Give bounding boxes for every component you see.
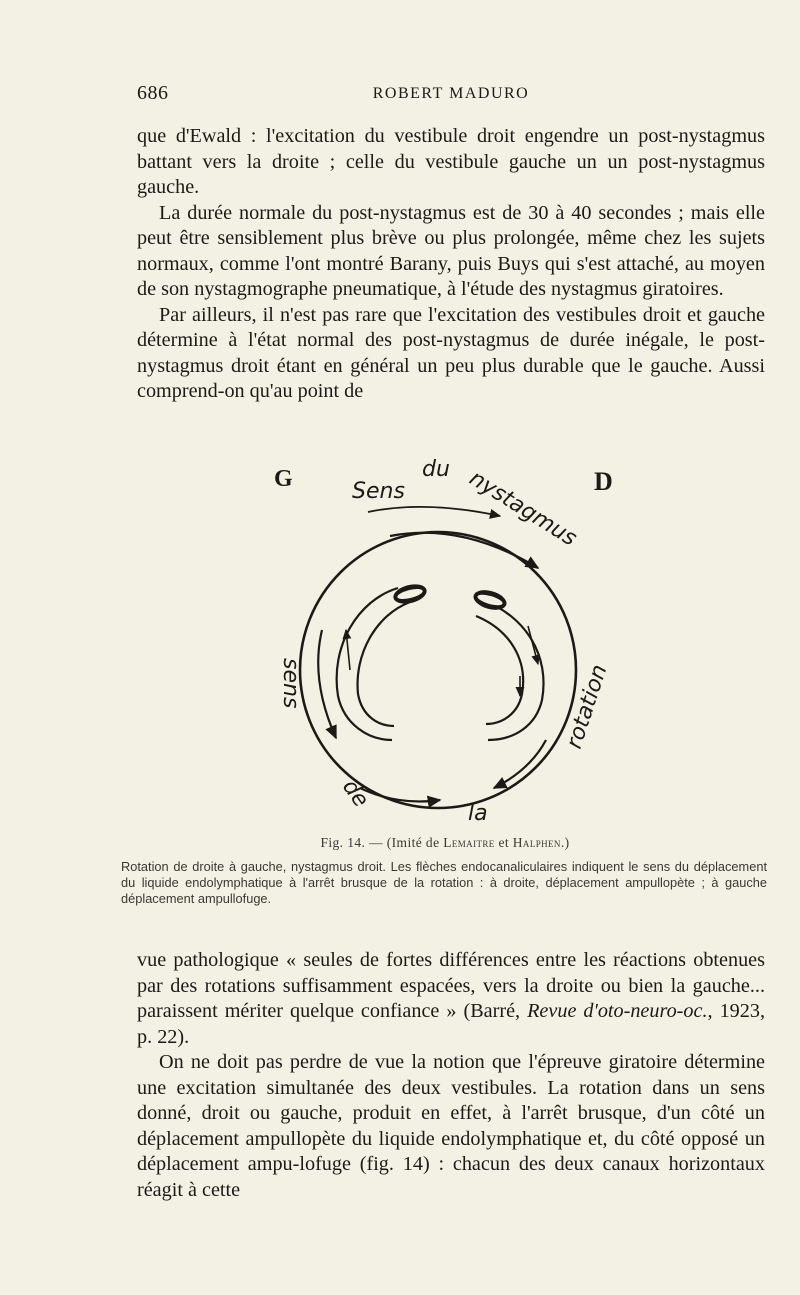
paragraph-4-part-a: vue pathologique « seules de fortes différences entre les réactions obtenues par des rotations suffisamment espacées, vers la droite ou bien la gauche... paraissent mériter quelque confiance » (Barré,	[137, 949, 765, 1022]
left-canal-arrow	[346, 630, 350, 670]
right-canal-arrow-1	[528, 626, 538, 664]
figure-caption-body: Rotation de droite à gauche, nystagmus droit. Les flèches endocanaliculaires indiquent le sens du déplacement du liquide endolymphatique à l'arrêt brusque de la rotation : à droite, déplacement ampullopète ; à gauche déplacement ampullofuge.	[121, 859, 767, 906]
running-head: ROBERT MADURO	[372, 85, 530, 102]
caption-author-1: Lemaitre	[443, 835, 495, 850]
label-sens-left: sens	[278, 658, 303, 709]
right-canal	[471, 587, 543, 740]
journal-title: Revue d'oto-neuro-oc.	[527, 1000, 708, 1022]
label-sens: Sens	[352, 479, 405, 504]
paragraph-4-part-b: , 1923, p. 22).	[137, 1000, 765, 1048]
bottom-text-block	[137, 948, 765, 1203]
label-g: G	[274, 466, 293, 492]
caption-connector: et	[494, 835, 513, 850]
outer-circle	[300, 532, 576, 808]
label-du: du	[422, 457, 450, 482]
left-canal	[337, 581, 429, 740]
top-text-block	[137, 124, 765, 405]
caption-suffix: .)	[560, 835, 570, 850]
paragraph-3: Par ailleurs, il n'est pas rare que l'excitation des vestibules droit et gauche détermine à l'état normal des post-nystagmus de durée inégale, le post-nystagmus droit étant en général un peu plus durable que le gauche. Aussi comprend-on qu'au point de	[137, 303, 765, 402]
label-nystagmus: nystagmus	[464, 465, 581, 552]
page-header	[137, 82, 765, 108]
figure-caption-title	[120, 835, 770, 851]
top-direction-arrow	[368, 507, 500, 516]
label-de: de	[337, 775, 374, 812]
paragraph-1: que d'Ewald : l'excitation du vestibule droit engendre un post-nystagmus battant vers la droite ; celle du vestibule gauche un un post-nystagmus gauche.	[137, 125, 765, 198]
rotation-arrow-left	[318, 630, 336, 738]
label-la: la	[468, 801, 488, 825]
label-rotation: rotation	[561, 661, 613, 752]
label-d: D	[594, 467, 613, 496]
caption-author-2: Halphen	[512, 835, 561, 850]
paragraph-5: On ne doit pas perdre de vue la notion que l'épreuve giratoire détermine une excitation simultanée des deux vestibules. La rotation dans un sens donné, droit ou gauche, produit en effet, à l'arrêt brusque, d'un côté un déplacement ampullopète du liquide endolymphatique et, du côté opposé un déplacement ampu-lofuge (fig. 14) : chacun des deux canaux horizontaux réagit à cette	[137, 1051, 765, 1201]
paragraph-4	[137, 948, 765, 1050]
caption-prefix: Fig. 14. — (Imité de	[320, 835, 444, 850]
rotation-arrow-top	[390, 533, 538, 568]
page-number: 686	[137, 82, 169, 104]
figure-diagram	[250, 450, 630, 825]
paragraph-2: La durée normale du post-nystagmus est de 30 à 40 secondes ; mais elle peut être sensiblement plus brève ou plus prolongée, même chez les sujets normaux, comme l'ont montré Barany, puis Buys qui s'est attaché, au moyen de son nystagmographe pneumatique, à l'étude des nystagmus giratoires.	[137, 201, 765, 300]
figure-14	[250, 450, 630, 825]
